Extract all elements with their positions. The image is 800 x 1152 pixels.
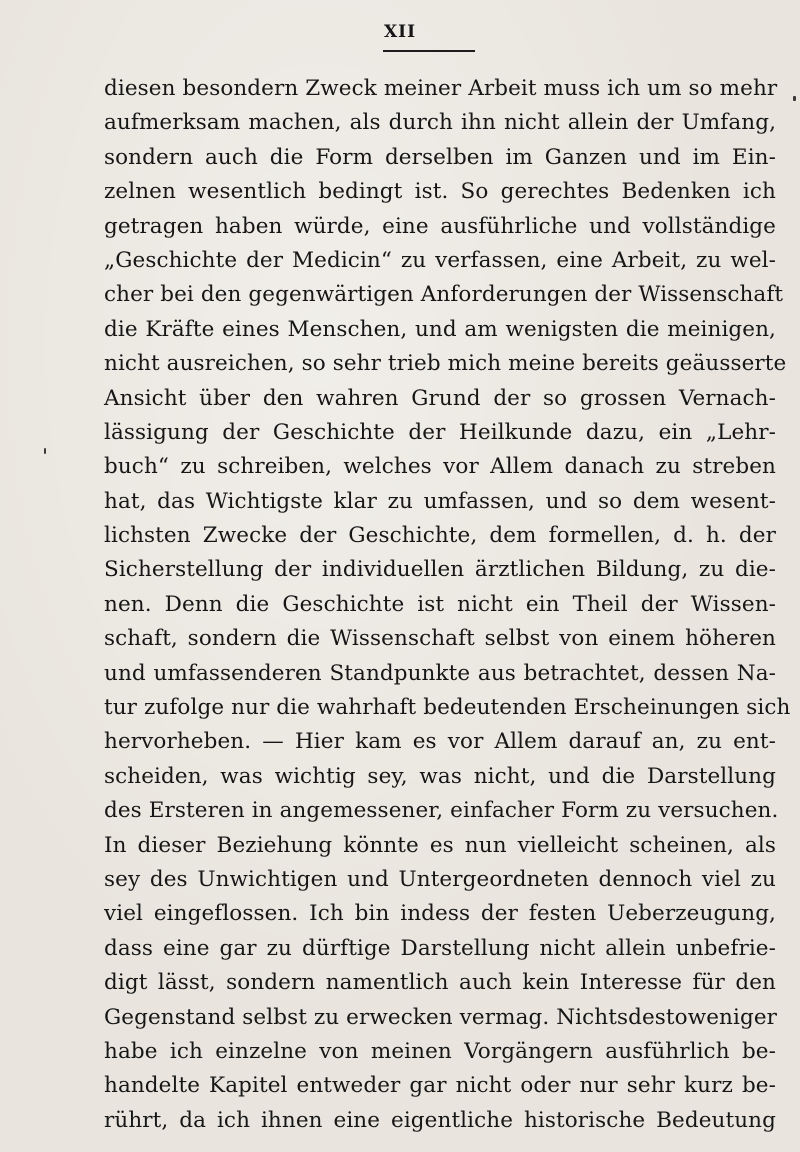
text-line: getragen haben würde, eine ausführliche und vollständige xyxy=(104,213,776,239)
text-line: hat, das Wichtigste klar zu umfassen, und so dem wesent- xyxy=(104,488,776,514)
text-line: Sicherstellung der individuellen ärztlichen Bildung, zu die- xyxy=(104,557,776,583)
body-text xyxy=(104,72,791,1138)
text-line: digt lässt, sondern namentlich auch kein Interesse für den xyxy=(104,970,776,996)
text-line: zelnen wesentlich bedingt ist. So gerechtes Bedenken ich xyxy=(104,179,776,205)
text-line: und umfassenderen Standpunkte aus betrachtet, dessen Na- xyxy=(104,660,776,686)
text-line: Gegenstand selbst zu erwecken vermag. Nichtsdestoweniger xyxy=(104,1004,778,1030)
text-line: sondern auch die Form derselben im Ganzen und im Ein- xyxy=(104,144,776,170)
text-line: tur zufolge nur die wahrhaft bedeutenden Erscheinungen sich xyxy=(104,695,791,721)
text-line: „Geschichte der Medicin“ zu verfassen, eine Arbeit, zu wel- xyxy=(104,247,776,273)
text-line: sey des Unwichtigen und Untergeordneten dennoch viel zu xyxy=(104,866,776,892)
text-line: In dieser Beziehung könnte es nun vielleicht scheinen, als xyxy=(104,832,776,858)
text-line: rührt, da ich ihnen eine eigentliche historische Bedeutung xyxy=(104,1107,776,1133)
text-line: lichsten Zwecke der Geschichte, dem formellen, d. h. der xyxy=(104,523,776,549)
speck-mark xyxy=(793,96,796,101)
text-line: hervorheben. — Hier kam es vor Allem darauf an, zu ent- xyxy=(104,729,776,755)
text-line: handelte Kapitel entweder gar nicht oder nur sehr kurz be- xyxy=(104,1073,776,1099)
text-line: dass eine gar zu dürftige Darstellung nicht allein unbefrie- xyxy=(104,935,776,961)
speck-mark xyxy=(44,448,46,454)
text-line: buch“ zu schreiben, welches vor Allem danach zu streben xyxy=(104,454,776,480)
text-line: nicht ausreichen, so sehr trieb mich meine bereits geäusserte xyxy=(104,351,787,377)
text-line: habe ich einzelne von meinen Vorgängern ausführlich be- xyxy=(104,1038,776,1064)
text-line: aufmerksam machen, als durch ihn nicht allein der Umfang, xyxy=(104,110,776,136)
text-line: scheiden, was wichtig sey, was nicht, und die Darstellung xyxy=(104,763,776,789)
text-line: lässigung der Geschichte der Heilkunde dazu, ein „Lehr- xyxy=(104,419,776,445)
text-line: diesen besondern Zweck meiner Arbeit muss ich um so mehr xyxy=(104,76,778,101)
text-line: des Ersteren in angemessener, einfacher Form zu versuchen. xyxy=(104,798,779,824)
text-line: schaft, sondern die Wissenschaft selbst von einem höheren xyxy=(104,626,776,652)
text-line: cher bei den gegenwärtigen Anforderungen der Wissenschaft xyxy=(104,282,784,308)
text-line: viel eingeflossen. Ich bin indess der festen Ueberzeugung, xyxy=(104,901,776,927)
text-line: nen. Denn die Geschichte ist nicht ein Theil der Wissen- xyxy=(104,591,776,617)
text-line: die Kräfte eines Menschen, und am wenigsten die meinigen, xyxy=(104,316,776,342)
text-line: Ansicht über den wahren Grund der so grossen Vernach- xyxy=(104,385,776,411)
page-number: XII xyxy=(383,22,417,42)
folio-rule xyxy=(383,50,475,52)
